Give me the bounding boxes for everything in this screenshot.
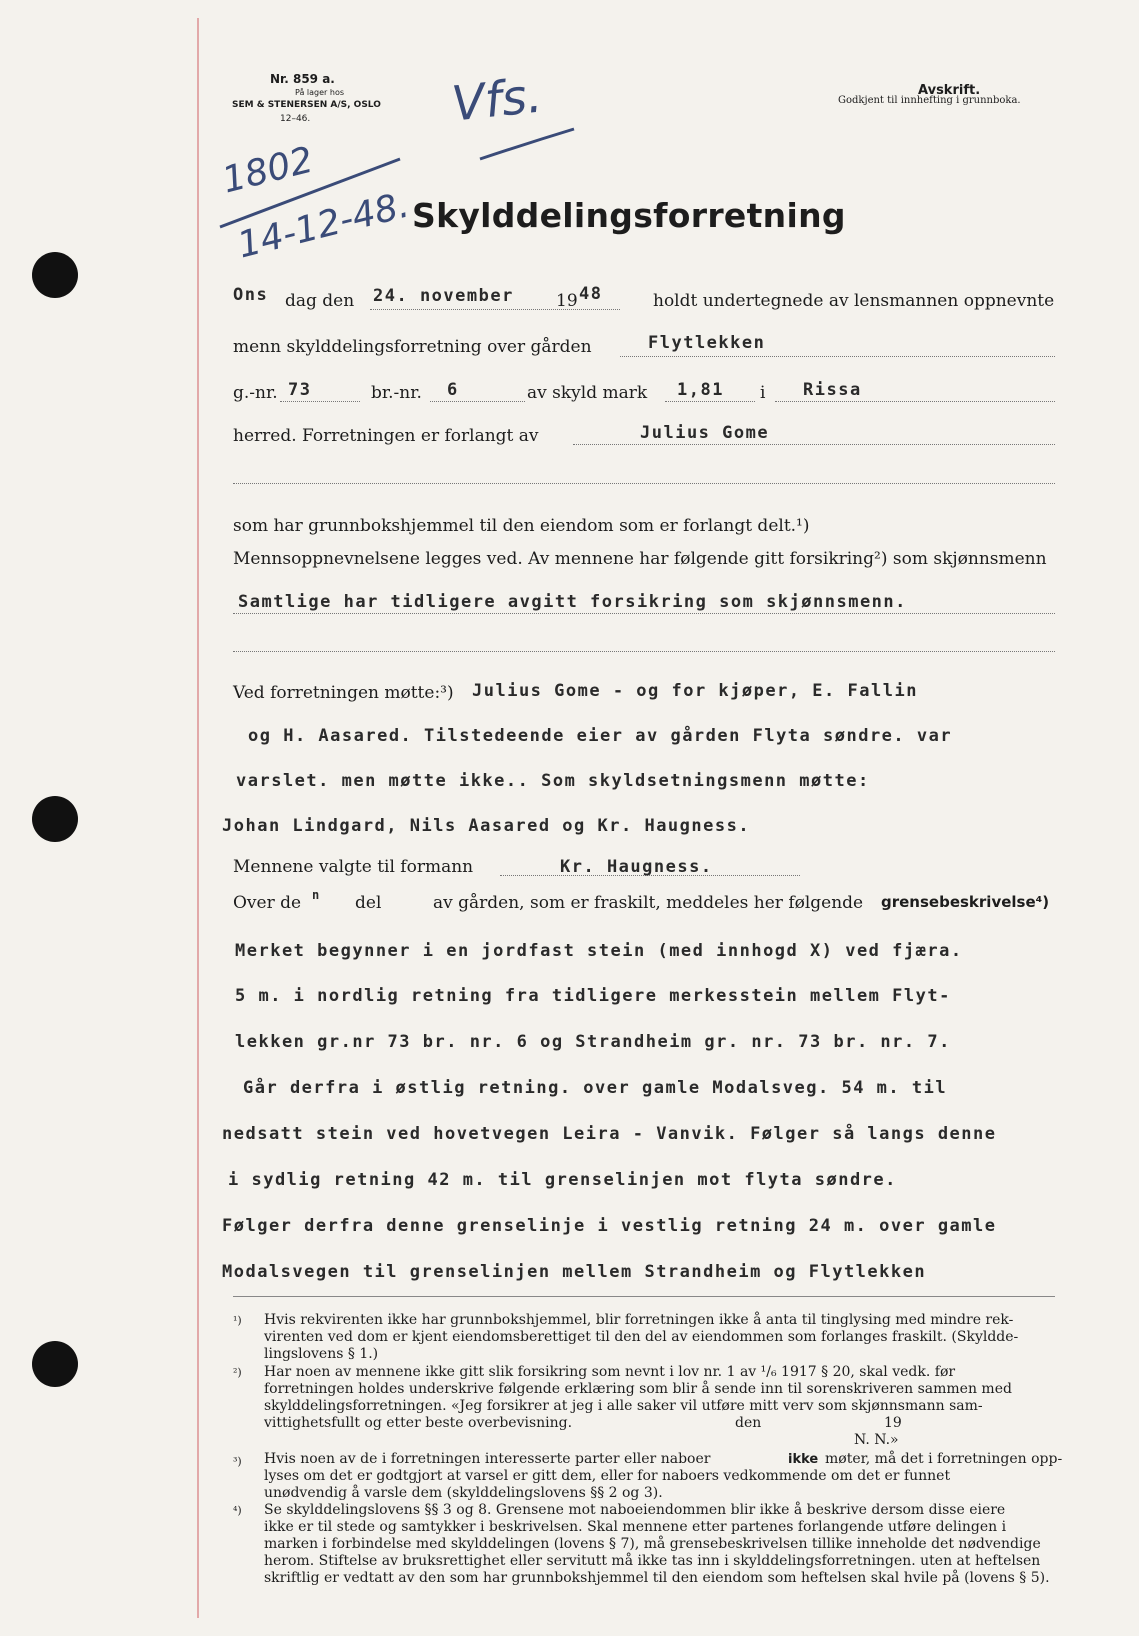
footnote-divider: [233, 1296, 1055, 1297]
footnote-marker-3: ³): [233, 1455, 242, 1468]
footnote-2f: 19: [884, 1415, 902, 1431]
copy-label: Avskrift.: [918, 83, 981, 98]
bnr-value: 6: [447, 380, 459, 400]
boundary-line-1: Merket begynner i en jordfast stein (med innhogd X) ved fjæra.: [235, 941, 963, 961]
skyld-value: 1,81: [677, 380, 724, 400]
weekday-value: Ons: [233, 285, 269, 305]
boundary-line-5: nedsatt stein ved hovetvegen Leira - Vanvik. Følger så langs denne: [222, 1124, 997, 1144]
farm-value: Flytlekken: [648, 333, 766, 353]
footnote-4e: skriftlig er vedtatt av den som har grunnbokshjemmel til den eiendom som heftelsen skal hvile på (lovens § 5).: [264, 1570, 1050, 1586]
margin-line: [197, 18, 199, 1618]
boundary-line-8: Modalsvegen til grenselinjen mellem Strandheim og Flytlekken: [222, 1262, 927, 1282]
footnote-2e: den: [735, 1415, 762, 1431]
attendance-line3: varslet. men møtte ikke.. Som skyldsetningsmenn møtte:: [236, 771, 870, 791]
approval-text: Godkjent til innhefting i grunnboka.: [838, 95, 1021, 106]
i-label: i: [760, 383, 766, 403]
initials-underline: [478, 125, 578, 165]
footnote-2a: Har noen av mennene ikke gitt slik forsikring som nevnt i lov nr. 1 av ¹/₆ 1917 § 20, skal vedk. før: [264, 1364, 956, 1380]
del-label: del: [355, 893, 382, 913]
boundary-line-6: i sydlig retning 42 m. til grenselinjen mot flyta søndre.: [228, 1170, 897, 1190]
boundary-intro: av gården, som er fraskilt, meddeles her følgende: [433, 893, 864, 913]
footnote-2c: skylddelingsforretningen. «Jeg forsikrer at jeg i alle saker vil utføre mitt verv som skjønnsmann sam-: [264, 1398, 983, 1414]
footnote-1b: virenten ved dom er kjent eiendomsberettiget til den del av eiendommen som forlanges fraskilt. (Skyldde-: [264, 1329, 1019, 1345]
place-value: Rissa: [803, 380, 862, 400]
chairman-label: Mennene valgte til formann: [233, 857, 474, 877]
year-prefix: 19: [556, 291, 578, 311]
publisher-line1: På lager hos: [295, 88, 344, 97]
footnote-3a: Hvis noen av de i forretningen interesserte parter eller naboer: [264, 1451, 711, 1467]
document-title: Skylddelingsforretning: [412, 196, 846, 235]
line1-label: dag den: [285, 291, 355, 311]
boundary-line-2: 5 m. i nordlig retning fra tidligere merkesstein mellem Flyt-: [235, 986, 951, 1006]
footnote-2b: forretningen holdes underskrive følgende erklæring som blir å sende inn til sorenskriveren sammen med: [264, 1381, 1012, 1397]
footnote-3e: unødvendig å varsle dem (skylddelingslovens §§ 2 og 3).: [264, 1485, 663, 1501]
footnote-4a: Se skylddelingslovens §§ 3 og 8. Grensene mot naboeiendommen blir ikke å beskrive dersom disse eiere: [264, 1502, 1006, 1518]
boundary-label: grensebeskrivelse⁴): [881, 893, 1050, 911]
gnr-label: g.-nr.: [233, 383, 278, 403]
line4-label: herred. Forretningen er forlangt av: [233, 426, 539, 446]
chairman-value: Kr. Haugness.: [560, 857, 713, 877]
footnote-4d: herom. Stiftelse av bruksrettighet eller servitutt må ikke tas inn i skylddelingsforretningen. uten at heftelsen: [264, 1553, 1041, 1569]
over-label: Over de: [233, 893, 302, 913]
line5-text: som har grunnbokshjemmel til den eiendom som er forlangt delt.¹): [233, 516, 810, 536]
footnote-3d: lyses om det er godtgjort at varsel er gitt dem, eller for naboers vedkommende om det er funnet: [264, 1468, 951, 1484]
form-number: Nr. 859 a.: [270, 72, 335, 86]
footnote-3b: ikke: [788, 1452, 819, 1467]
handwritten-initials: Vfs.: [449, 67, 545, 133]
line6-text: Mennsoppnevnelsene legges ved. Av mennene har følgende gitt forsikring²) som skjønnsmenn: [233, 549, 1047, 569]
date-value: 24. november: [373, 286, 514, 306]
attendance-line4: Johan Lindgard, Nils Aasared og Kr. Haugness.: [222, 816, 751, 836]
skyld-label: av skyld mark: [527, 383, 648, 403]
footnote-2d: vittighetsfullt og etter beste overbevisning.: [264, 1415, 573, 1431]
boundary-line-3: lekken gr.nr 73 br. nr. 6 og Strandheim gr. nr. 73 br. nr. 7.: [235, 1032, 951, 1052]
publisher-line2: SEM & STENERSEN A/S, OSLO: [232, 100, 381, 110]
handwritten-date: 14-12-48.: [233, 184, 414, 267]
punch-hole-middle: [32, 796, 78, 842]
footnote-4c: marken i forbindelse med skylddelingen (lovens § 7), må grensebeskrivelsen tillike inneholde det nødvendige: [264, 1536, 1041, 1552]
year-value: 48: [579, 284, 603, 304]
punch-hole-top: [32, 252, 78, 298]
punch-hole-bottom: [32, 1341, 78, 1387]
footnote-marker-2: ²): [233, 1366, 242, 1379]
attendance-value: Julius Gome - og for kjøper, E. Fallin: [472, 681, 918, 701]
bnr-label: br.-nr.: [371, 383, 422, 403]
gnr-value: 73: [288, 380, 312, 400]
attendance-label: Ved forretningen møtte:³): [233, 683, 454, 703]
publisher-line3: 12–46.: [280, 114, 311, 124]
part-value: n: [312, 888, 321, 902]
footnote-3c: møter, må det i forretningen opp-: [825, 1451, 1063, 1467]
line2-label: menn skylddelingsforretning over gården: [233, 337, 592, 357]
requester-value: Julius Gome: [640, 423, 770, 443]
assurance-value: Samtlige har tidligere avgitt forsikring som skjønnsmenn.: [238, 592, 907, 612]
attendance-line2: og H. Aasared. Tilstedeende eier av gården Flyta søndre. var: [248, 726, 953, 746]
handwritten-number: 1802: [218, 139, 318, 202]
footnote-marker-4: ⁴): [233, 1504, 242, 1517]
footnote-marker-1: ¹): [233, 1314, 242, 1327]
footnote-4b: ikke er til stede og samtykker i beskrivelsen. Skal mennene etter partenes forlangende utføre delingen i: [264, 1519, 1007, 1535]
boundary-line-7: Følger derfra denne grenselinje i vestlig retning 24 m. over gamle: [222, 1216, 997, 1236]
boundary-line-4: Går derfra i østlig retning. over gamle Modalsveg. 54 m. til: [243, 1078, 948, 1098]
line1-text: holdt undertegnede av lensmannen oppnevnte: [653, 291, 1055, 311]
footnote-1a: Hvis rekvirenten ikke har grunnbokshjemmel, blir forretningen ikke å anta til tinglysing med mindre rek-: [264, 1312, 1014, 1328]
footnote-2g: N. N.»: [854, 1432, 899, 1448]
footnote-1c: lingslovens § 1.): [264, 1346, 379, 1362]
